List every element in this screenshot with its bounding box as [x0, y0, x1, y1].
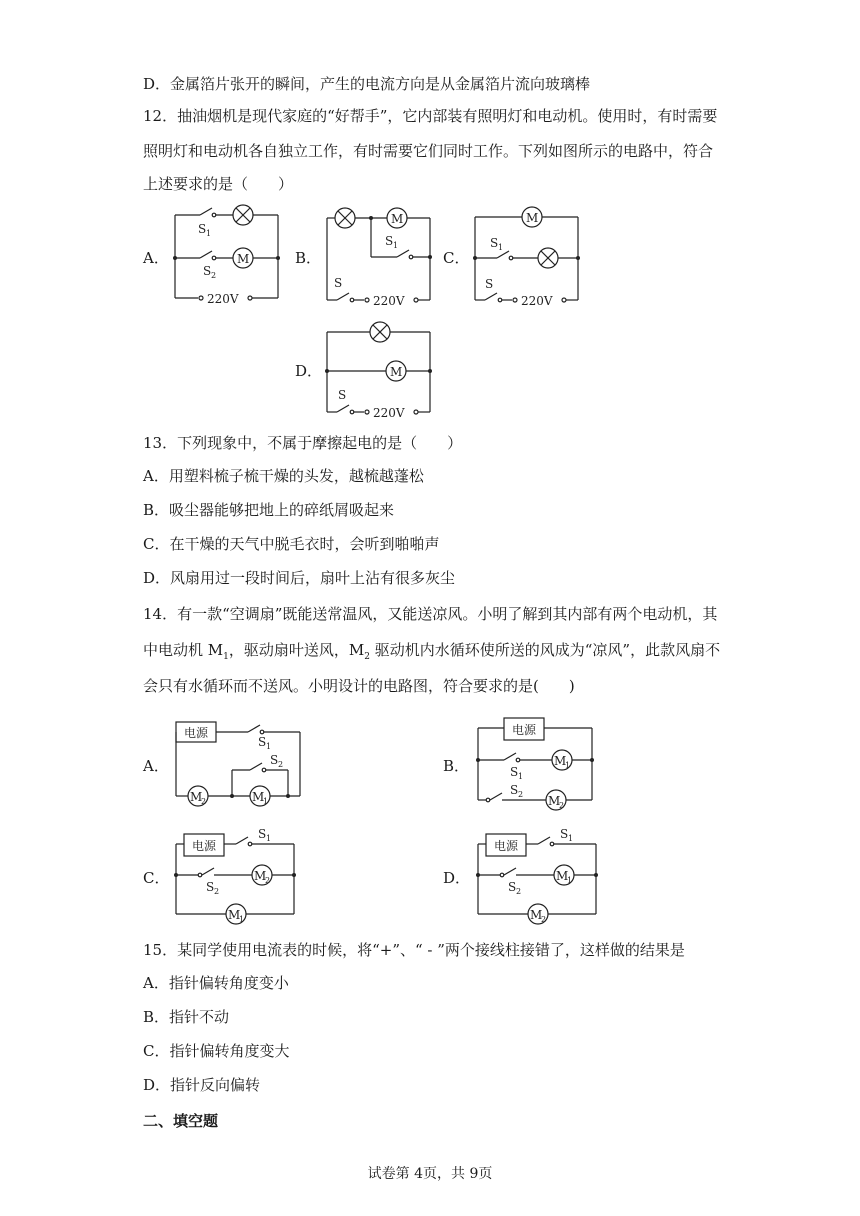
- q14-label-d: D．: [443, 869, 471, 887]
- svg-text:S: S: [334, 276, 343, 290]
- svg-text:电源: 电源: [494, 839, 519, 853]
- q11-option-d: D．金属箔片张开的瞬间，产生的电流方向是从金属箔片流向玻璃棒: [143, 75, 591, 93]
- svg-text:2: 2: [559, 801, 565, 810]
- q13-stem: 13．下列现象中，不属于摩擦起电的是（ ）: [143, 434, 463, 452]
- q12-stem-line1: 12．抽油烟机是现代家庭的“好帮手”，它内部装有照明灯和电动机。使用时，有时需要: [143, 107, 718, 125]
- svg-text:M: M: [228, 908, 241, 922]
- svg-text:M: M: [548, 794, 561, 808]
- svg-text:220V: 220V: [373, 294, 405, 308]
- q12-circuit-c: [470, 205, 585, 308]
- svg-text:S: S: [258, 827, 267, 841]
- svg-text:2: 2: [518, 790, 524, 799]
- svg-text:M: M: [391, 212, 404, 226]
- q14-circuit-a: [172, 718, 307, 808]
- q13-option-c: C．在干燥的天气中脱毛衣时，会听到啪啪声: [143, 535, 440, 553]
- svg-text:2: 2: [541, 915, 547, 924]
- svg-text:M: M: [556, 869, 569, 883]
- q12-circuit-b: [322, 205, 437, 308]
- q14-label-c: C．: [143, 869, 170, 887]
- svg-text:电源: 电源: [192, 839, 217, 853]
- svg-text:220V: 220V: [373, 406, 405, 420]
- page-footer: 试卷第 4页，共 9页: [367, 1166, 493, 1182]
- svg-text:S: S: [510, 765, 519, 779]
- svg-text:S: S: [198, 222, 207, 236]
- q15-option-a: A．指针偏转角度变小: [143, 974, 289, 992]
- svg-text:M: M: [390, 365, 403, 379]
- svg-text:2: 2: [201, 797, 207, 806]
- q13-option-b: B．吸尘器能够把地上的碎纸屑吸起来: [143, 501, 395, 519]
- svg-text:1: 1: [266, 834, 272, 843]
- q12-stem-line3: 上述要求的是（ ）: [143, 175, 294, 193]
- svg-text:1: 1: [568, 834, 574, 843]
- q15-option-b: B．指针不动: [143, 1008, 230, 1026]
- svg-text:M: M: [530, 908, 543, 922]
- svg-text:220V: 220V: [521, 294, 553, 308]
- svg-text:M: M: [252, 790, 265, 804]
- q14-stem-line2: 中电动机 $M_1$，驱动扇叶送风，$M_2$ 驱动机内水循环使所送的风成为“凉风”，此款风扇不: [143, 641, 721, 662]
- svg-text:2: 2: [265, 876, 271, 885]
- q12-circuit-d: [322, 318, 437, 418]
- svg-text:1: 1: [266, 742, 272, 751]
- svg-text:1: 1: [263, 797, 269, 806]
- svg-text:S: S: [490, 236, 499, 250]
- svg-text:1: 1: [239, 915, 245, 924]
- svg-text:2: 2: [214, 887, 220, 896]
- q12-stem-line2: 照明灯和电动机各自独立工作，有时需要它们同时工作。下列如图所示的电路中，符合: [143, 142, 714, 160]
- q15-option-d: D．指针反向偏转: [143, 1076, 261, 1094]
- svg-text:S: S: [485, 277, 494, 291]
- q13-option-d: D．风扇用过一段时间后，扇叶上沾有很多灰尘: [143, 569, 456, 587]
- svg-text:S: S: [270, 753, 279, 767]
- q14-stem-line1: 14．有一款“空调扇”既能送常温风，又能送凉风。小明了解到其内部有两个电动机，其: [143, 605, 718, 623]
- svg-text:M: M: [526, 211, 539, 225]
- svg-text:2: 2: [516, 887, 522, 896]
- q14-stem-line3: 会只有水循环而不送风。小明设计的电路图，符合要求的是( ): [143, 677, 575, 695]
- svg-text:S: S: [385, 234, 394, 248]
- power-label: 电源: [184, 726, 209, 740]
- svg-text:220V: 220V: [207, 292, 239, 306]
- svg-text:S: S: [203, 264, 212, 278]
- svg-text:1: 1: [518, 772, 524, 781]
- svg-text:M: M: [554, 754, 567, 768]
- q15-option-c: C．指针偏转角度变大: [143, 1042, 290, 1060]
- svg-text:2: 2: [211, 271, 217, 280]
- svg-text:M: M: [254, 869, 267, 883]
- section-heading: 二、填空题: [143, 1112, 219, 1130]
- svg-text:S: S: [338, 388, 347, 402]
- svg-text:电源: 电源: [512, 723, 537, 737]
- q12-label-b: B．: [295, 249, 322, 267]
- svg-text:S: S: [510, 783, 519, 797]
- q12-label-c: C．: [443, 249, 470, 267]
- q14-circuit-d: [474, 825, 609, 924]
- q14-label-a: A．: [143, 757, 169, 775]
- q12-label-d: D．: [295, 362, 323, 380]
- motor-label: M: [237, 252, 250, 266]
- svg-text:S: S: [508, 880, 517, 894]
- svg-text:S: S: [560, 827, 569, 841]
- q14-label-b: B．: [443, 757, 470, 775]
- svg-text:S: S: [258, 735, 267, 749]
- svg-text:1: 1: [206, 229, 212, 238]
- q12-label-a: A．: [143, 249, 169, 267]
- q13-option-a: A．用塑料梳子梳干燥的头发，越梳越蓬松: [143, 467, 424, 485]
- q14-circuit-b: [474, 716, 599, 811]
- svg-text:2: 2: [278, 760, 284, 769]
- svg-text:1: 1: [565, 761, 571, 770]
- svg-text:1: 1: [393, 241, 399, 250]
- q15-stem: 15．某同学使用电流表的时候，将“+”、“ - ”两个接线柱接错了，这样做的结果是: [143, 941, 685, 959]
- svg-text:M: M: [190, 790, 203, 804]
- q12-circuit-a: [170, 205, 285, 305]
- svg-text:S: S: [206, 880, 215, 894]
- svg-text:1: 1: [498, 243, 504, 252]
- svg-text:1: 1: [567, 876, 573, 885]
- q14-circuit-c: [172, 825, 307, 924]
